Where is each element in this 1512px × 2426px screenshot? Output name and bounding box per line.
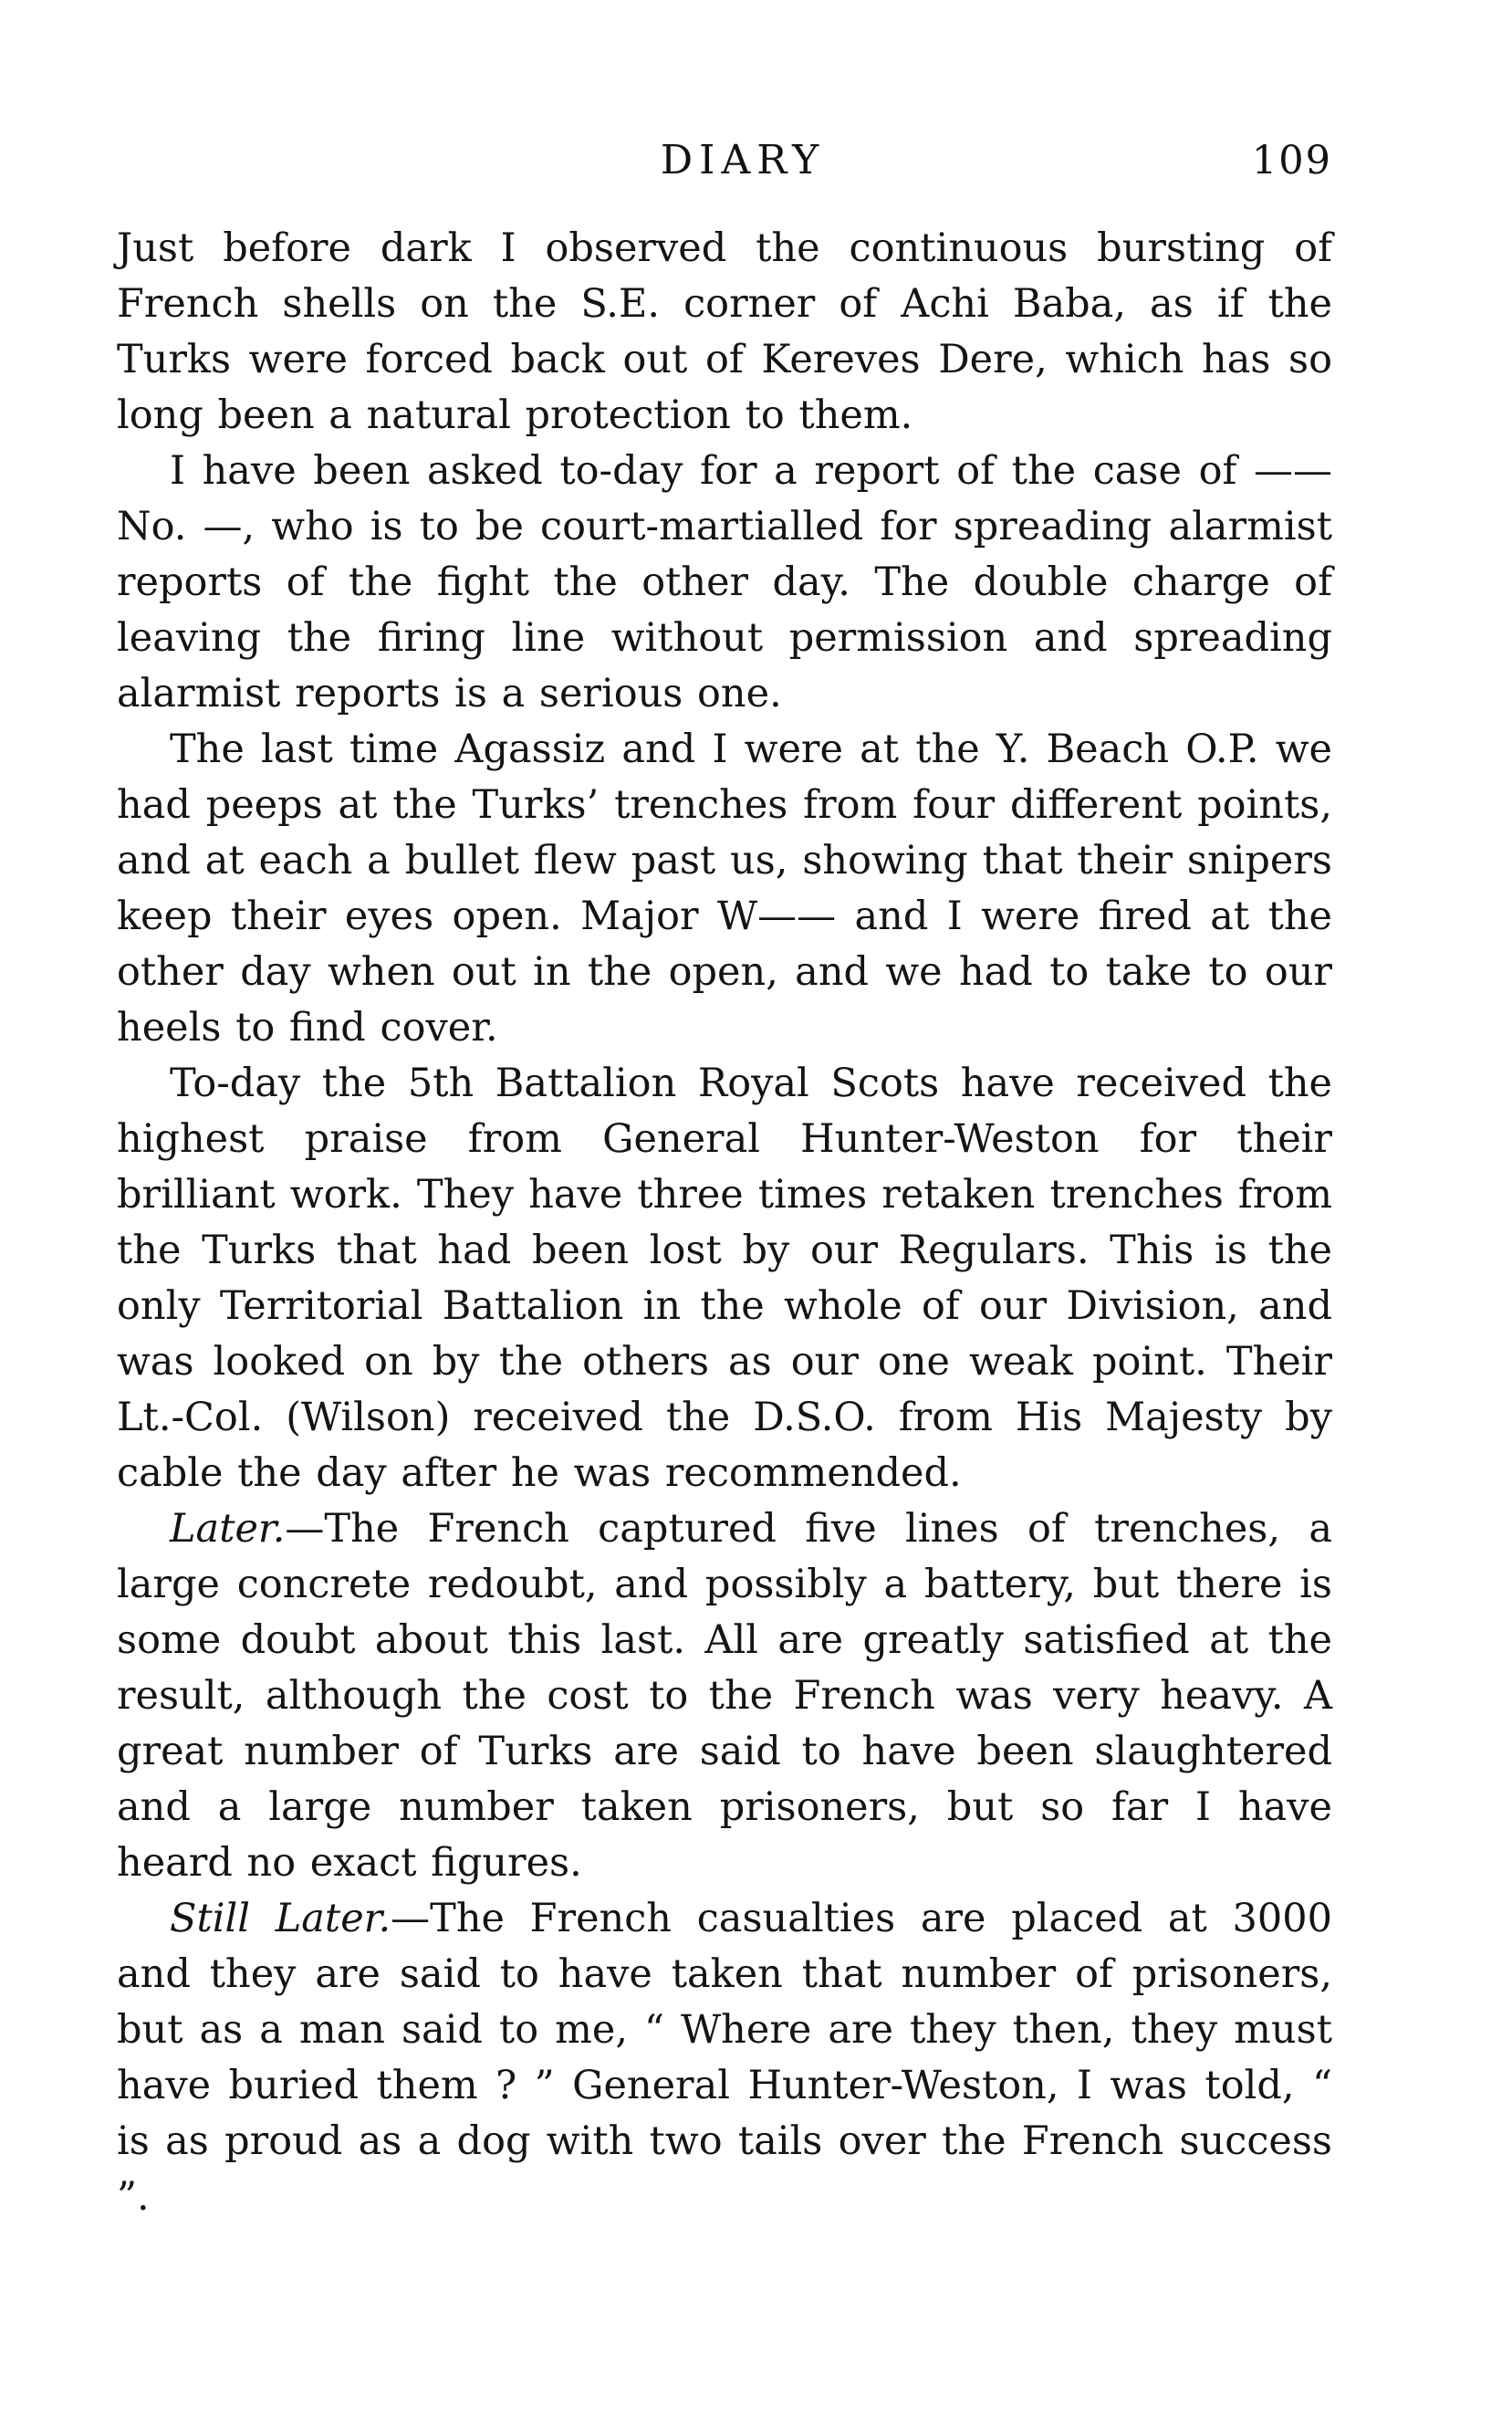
paragraph-text: —The French casualties are placed at 3000 and they are said to have taken that number of prisoners, but as a man said to me, “ Where are they then, they must have buried them ? ” General Hunter-Weston, I was told, “ is as proud as a dog with two tails over the French success ”.	[117, 1896, 1332, 2220]
paragraph-text: I have been asked to-day for a report of the case of —— No. —, who is to be court-martialled for spreading alarmist reports of the fight the other day. The double charge of leaving the firing line without permission and spreading alarmist reports is a serious one.	[117, 448, 1332, 716]
paragraph-lead: Still Later.	[170, 1896, 391, 1941]
paragraph	[117, 722, 1332, 1056]
paragraph-text: To-day the 5th Battalion Royal Scots have received the highest praise from General Hunter-Weston for their brilliant work. They have three times retaken trenches from the Turks that had been lost by our Regulars. This is the only Territorial Battalion in the whole of our Division, and was looked on by the others as our one weak point. Their Lt.-Col. (Wilson) received the D.S.O. from His Majesty by cable the day after he was recommended.	[117, 1061, 1332, 1496]
paragraph-text: Just before dark I observed the continuous bursting of French shells on the S.E. corner of Achi Baba, as if the Turks were forced back out of Kereves Dere, which has so long been a natural protection to them.	[117, 225, 1332, 438]
paragraph	[117, 1056, 1332, 1501]
page-number: 109	[1251, 138, 1332, 183]
page-header	[117, 137, 1332, 184]
paragraph	[117, 221, 1332, 444]
paragraph	[117, 444, 1332, 722]
page-body	[117, 221, 1332, 2225]
running-head-title: DIARY	[660, 137, 826, 183]
paragraph-text: —The French captured five lines of trenches, a large concrete redoubt, and possibly a battery, but there is some doubt about this last. All are greatly satisfied at the result, although the cost to the French was very heavy. A great number of Turks are said to have been slaughtered and a large number taken prisoners, but so far I have heard no exact figures.	[117, 1506, 1332, 1886]
paragraph-lead: Later.	[170, 1506, 286, 1552]
paragraph-text: The last time Agassiz and I were at the Y. Beach O.P. we had peeps at the Turks’ trenches from four different points, and at each a bullet flew past us, showing that their snipers keep their eyes open. Major W—— and I were fired at the other day when out in the open, and we had to take to our heels to find cover.	[117, 727, 1332, 1051]
paragraph	[117, 1891, 1332, 2225]
paragraph	[117, 1501, 1332, 1891]
